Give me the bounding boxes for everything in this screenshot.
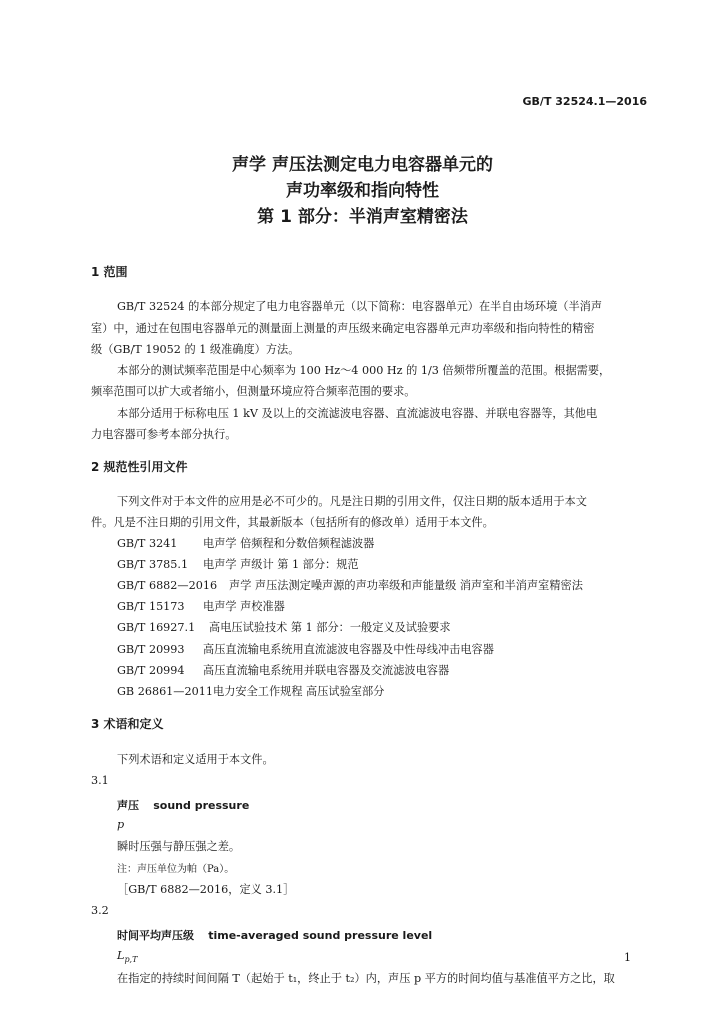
term-heading <box>117 927 432 943</box>
term-note: 注：声压单位为帕（Pa）。 <box>117 864 235 875</box>
term-english: time-averaged sound pressure level <box>208 929 433 942</box>
reference-item <box>117 662 449 678</box>
term-chinese: 时间平均声压级 <box>117 929 194 942</box>
term-number: 3.2 <box>91 904 109 917</box>
reference-title: 高压直流输电系统用并联电容器及交流滤波电容器 <box>203 664 450 677</box>
section-3-heading: 3 术语和定义 <box>91 717 164 731</box>
reference-title: 高压直流输电系统用直流滤波电容器及中性母线冲击电容器 <box>203 643 494 656</box>
term-english: sound pressure <box>153 799 250 812</box>
reference-item <box>117 641 494 657</box>
title-line-3: 第 1 部分：半消声室精密法 <box>257 207 468 227</box>
reference-code: GB/T 3241 <box>117 537 178 550</box>
section-1-p1-line-3: 级（GB/T 19052 的 1 级准确度）方法。 <box>91 343 300 356</box>
reference-code: GB/T 16927.1 <box>117 621 196 634</box>
section-1-p2-line-1: 本部分的测试频率范围是中心频率为 100 Hz～4 000 Hz 的 1/3 倍频带所覆盖的范围。根据需要， <box>117 364 611 377</box>
reference-code: GB/T 6882—2016 <box>117 579 218 592</box>
title-line-1: 声学 声压法测定电力电容器单元的 <box>232 155 493 175</box>
reference-code: GB/T 15173 <box>117 600 185 613</box>
symbol-subscript: p,T <box>124 955 138 965</box>
term-heading <box>117 797 249 813</box>
reference-item <box>117 598 285 614</box>
section-3-intro: 下列术语和定义适用于本文件。 <box>117 753 274 766</box>
title-line-2: 声功率级和指向特性 <box>286 181 439 201</box>
reference-item <box>117 619 451 635</box>
term-source: ［GB/T 6882—2016，定义 3.1］ <box>117 883 295 896</box>
reference-code: GB 26861—2011 <box>117 685 213 698</box>
section-1-p1-line-2: 室）中，通过在包围电容器单元的测量面上测量的声压级来确定电容器单元声功率级和指向特性的精密 <box>91 322 595 335</box>
reference-item <box>117 577 583 593</box>
section-1-p3-line-1: 本部分适用于标称电压 1 kV 及以上的交流滤波电容器、直流滤波电容器、并联电容器等，其他电 <box>117 407 598 420</box>
page-number: 1 <box>624 951 631 964</box>
section-1-p1-line-1: GB/T 32524 的本部分规定了电力电容器单元（以下简称：电容器单元）在半自由场环境（半消声 <box>117 300 603 313</box>
reference-title: 电声学 声级计 第 1 部分：规范 <box>203 558 359 571</box>
section-2-intro-line-1: 下列文件对于本文件的应用是必不可少的。凡是注日期的引用文件，仅注日期的版本适用于本文 <box>117 495 587 508</box>
section-2-intro-line-2: 件。凡是不注日期的引用文件，其最新版本（包括所有的修改单）适用于本文件。 <box>91 516 494 529</box>
reference-item <box>117 535 374 551</box>
reference-item <box>117 683 384 699</box>
section-1-heading: 1 范围 <box>91 265 128 279</box>
reference-title: 电力安全工作规程 高压试验室部分 <box>213 685 385 698</box>
section-1-p2-line-2: 频率范围可以扩大或者缩小，但测量环境应符合频率范围的要求。 <box>91 385 416 398</box>
term-definition: 瞬时压强与静压强之差。 <box>117 840 241 853</box>
reference-title: 电声学 声校准器 <box>203 600 285 613</box>
reference-item <box>117 556 359 572</box>
reference-title: 高电压试验技术 第 1 部分：一般定义及试验要求 <box>209 621 451 634</box>
reference-code: GB/T 3785.1 <box>117 558 189 571</box>
term-number: 3.1 <box>91 774 109 787</box>
reference-title: 电声学 倍频程和分数倍频程滤波器 <box>203 537 375 550</box>
standard-number: GB/T 32524.1—2016 <box>522 95 647 108</box>
reference-code: GB/T 20994 <box>117 664 185 677</box>
term-chinese: 声压 <box>117 799 139 812</box>
symbol-main: L <box>117 949 125 962</box>
section-2-heading: 2 规范性引用文件 <box>91 460 188 474</box>
reference-title: 声学 声压法测定噪声源的声功率级和声能量级 消声室和半消声室精密法 <box>229 579 583 592</box>
term-definition: 在指定的持续时间间隔 T（起始于 t₁，终止于 t₂）内，声压 p 平方的时间均值与基准值平方之比，取 <box>117 972 615 985</box>
term-symbol <box>117 949 137 964</box>
term-symbol: p <box>117 818 125 831</box>
section-1-p3-line-2: 力电容器可参考本部分执行。 <box>91 428 237 441</box>
reference-code: GB/T 20993 <box>117 643 185 656</box>
